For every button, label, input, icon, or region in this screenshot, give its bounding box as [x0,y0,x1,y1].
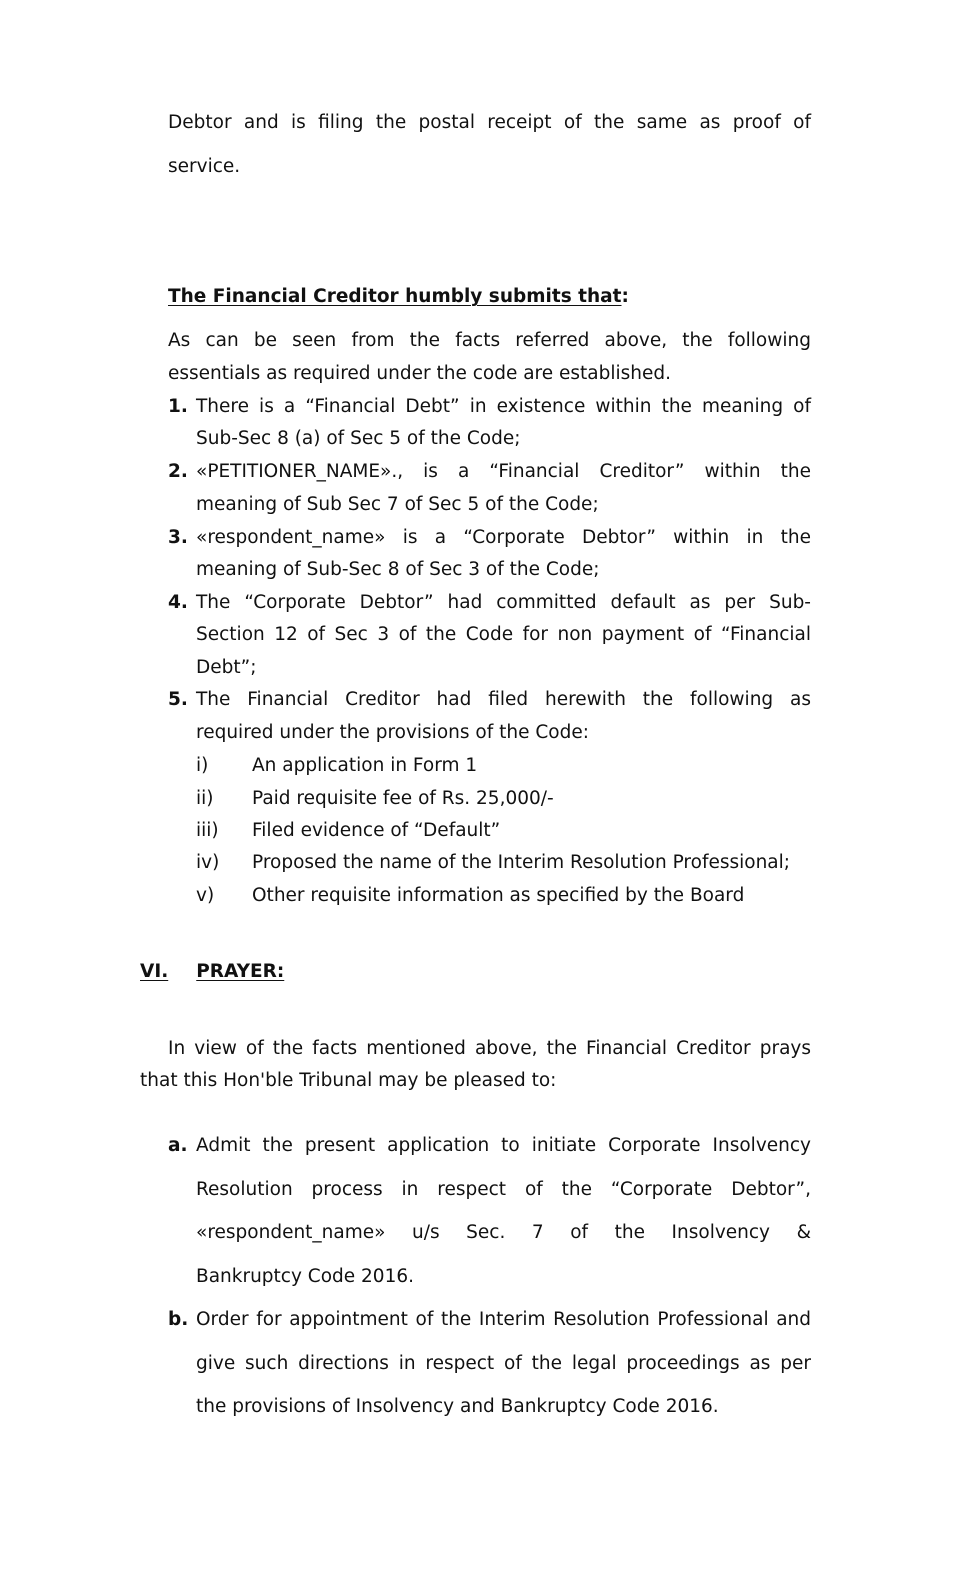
filing-text: Filed evidence of “Default” [252,820,501,841]
prayer-item-line: Bankruptcy Code 2016. [196,1266,414,1287]
essential-line: Section 12 of Sec 3 of the Code for non payment of “Financial [196,624,811,645]
filing-number: ii) [196,788,214,809]
essential-number: 3. [168,527,188,548]
submission-para-line-2: essentials as required under the code are established. [168,363,672,384]
essential-line: Debt”; [196,657,257,678]
prayer-intro-line-1: In view of the facts mentioned above, the Financial Creditor prays [168,1038,811,1059]
filing-number: iii) [196,820,219,841]
essential-line: Sub-Sec 8 (a) of Sec 5 of the Code; [196,428,521,449]
intro-line-1: Debtor and is filing the postal receipt of the same as proof of [168,112,811,133]
filing-text: Other requisite information as specified by the Board [252,885,745,906]
filing-number: i) [196,755,209,776]
essential-number: 2. [168,461,188,482]
essential-line: «respondent_name» is a “Corporate Debtor” within in the [196,527,811,548]
prayer-intro-line-2: that this Hon'ble Tribunal may be pleased to: [140,1070,557,1091]
prayer-heading-text: PRAYER: [196,961,285,982]
essential-number: 4. [168,592,188,613]
prayer-item-line: «respondent_name» u/s Sec. 7 of the Insolvency & [196,1222,811,1243]
submission-para-line-1: As can be seen from the facts referred above, the following [168,330,811,351]
submission-heading-colon: : [621,286,629,307]
filing-text: Proposed the name of the Interim Resolution Professional; [252,852,791,873]
essential-number: 5. [168,689,188,710]
prayer-item-line: the provisions of Insolvency and Bankruptcy Code 2016. [196,1396,719,1417]
essential-line: required under the provisions of the Code: [196,722,589,743]
essential-line: meaning of Sub-Sec 8 of Sec 3 of the Code; [196,559,600,580]
prayer-heading [140,961,287,982]
essential-line: «PETITIONER_NAME»., is a “Financial Creditor” within the [196,461,811,482]
intro-line-2: service. [168,156,241,177]
prayer-item-line: Resolution process in respect of the “Corporate Debtor”, [196,1179,811,1200]
essential-line: meaning of Sub Sec 7 of Sec 5 of the Code; [196,494,599,515]
filing-text: Paid requisite fee of Rs. 25,000/- [252,788,554,809]
prayer-item-number: a. [168,1135,188,1156]
filing-number: iv) [196,852,220,873]
submission-heading-text: The Financial Creditor humbly submits that [168,286,622,307]
prayer-item-line: Order for appointment of the Interim Resolution Professional and [196,1309,811,1330]
prayer-item-number: b. [168,1309,189,1330]
essential-line: There is a “Financial Debt” in existence within the meaning of [196,396,811,417]
essential-line: The “Corporate Debtor” had committed default as per Sub- [196,592,811,613]
essential-number: 1. [168,396,188,417]
prayer-item-line: Admit the present application to initiate Corporate Insolvency [196,1135,811,1156]
prayer-item-line: give such directions in respect of the legal proceedings as per [196,1353,811,1374]
filing-number: v) [196,885,215,906]
submission-heading [168,286,629,307]
prayer-section-number: VI. [140,961,169,982]
essential-line: The Financial Creditor had filed herewith the following as [196,689,811,710]
filing-text: An application in Form 1 [252,755,478,776]
